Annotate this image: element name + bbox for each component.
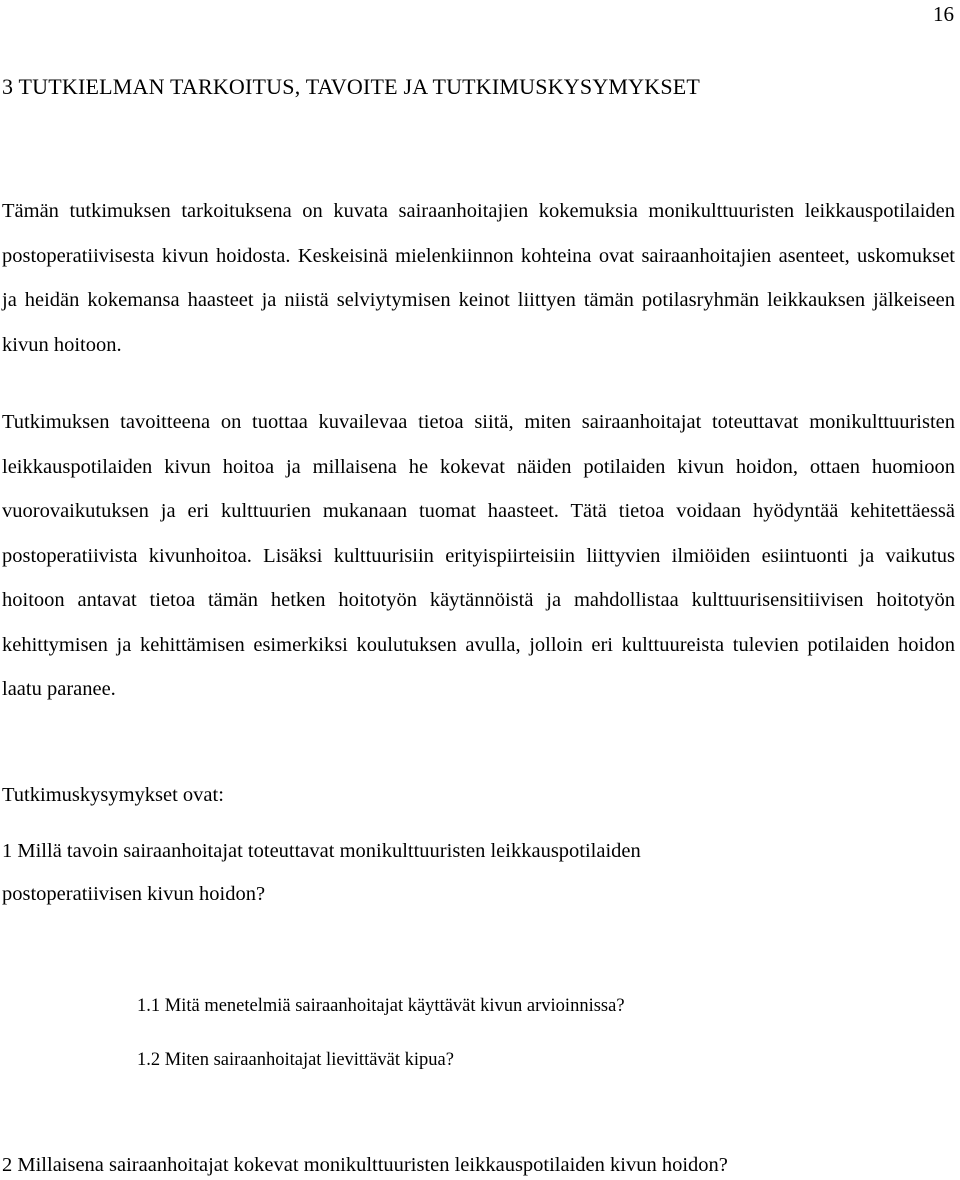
paragraph-objective: Tutkimuksen tavoitteena on tuottaa kuvailevaa tietoa siitä, miten sairaanhoitajat toteuttavat monikulttuuristen leikkauspotilaiden kivun hoitoa ja millaisena he kokevat näiden potilaiden kivun hoidon, ottaen huomioon vuorovaikutuksen ja eri kulttuurien mukanaan tuomat haasteet. Tätä tietoa voidaan hyödyntää kehitettäessä postoperatiivista kivunhoitoa. Lisäksi kulttuurisiin erityispiirteisiin liittyvien ilmiöiden esiintuonti ja vaikutus hoitoon antavat tietoa tämän hetken hoitotyön käytännöistä ja mahdollistaa kulttuurisensitiivisen hoitotyön kehittymisen ja kehittämisen esimerkiksi koulutuksen avulla, jolloin eri kulttuureista tulevien potilaiden hoidon laatu paranee. bbox=[2, 411, 955, 700]
question-1-2: 1.2 Miten sairaanhoitajat lievittävät kipua? bbox=[137, 1050, 454, 1070]
section-heading: 3 TUTKIELMAN TARKOITUS, TAVOITE JA TUTKIMUSKYSYMYKSET bbox=[2, 74, 701, 99]
page-number: 16 bbox=[933, 2, 954, 26]
questions-intro: Tutkimuskysymykset ovat: bbox=[2, 784, 224, 806]
question-1-line-2: postoperatiivisen kivun hoidon? bbox=[2, 883, 266, 905]
paragraph-purpose: Tämän tutkimuksen tarkoituksena on kuvata sairaanhoitajien kokemuksia monikulttuuristen leikkauspotilaiden postoperatiivisesta kivun hoidosta. Keskeisinä mielenkiinnon kohteina ovat sairaanhoitajien asenteet, uskomukset ja heidän kokemansa haasteet ja niistä selviytymisen keinot liittyen tämän potilasryhmän leikkauksen jälkeiseen kivun hoitoon. bbox=[2, 200, 955, 356]
question-2: 2 Millaisena sairaanhoitajat kokevat monikulttuuristen leikkauspotilaiden kivun hoidon? bbox=[2, 1154, 728, 1176]
question-1-1: 1.1 Mitä menetelmiä sairaanhoitajat käyttävät kivun arvioinnissa? bbox=[137, 996, 625, 1016]
question-1-line-1: 1 Millä tavoin sairaanhoitajat toteuttavat monikulttuuristen leikkauspotilaiden bbox=[2, 840, 641, 862]
